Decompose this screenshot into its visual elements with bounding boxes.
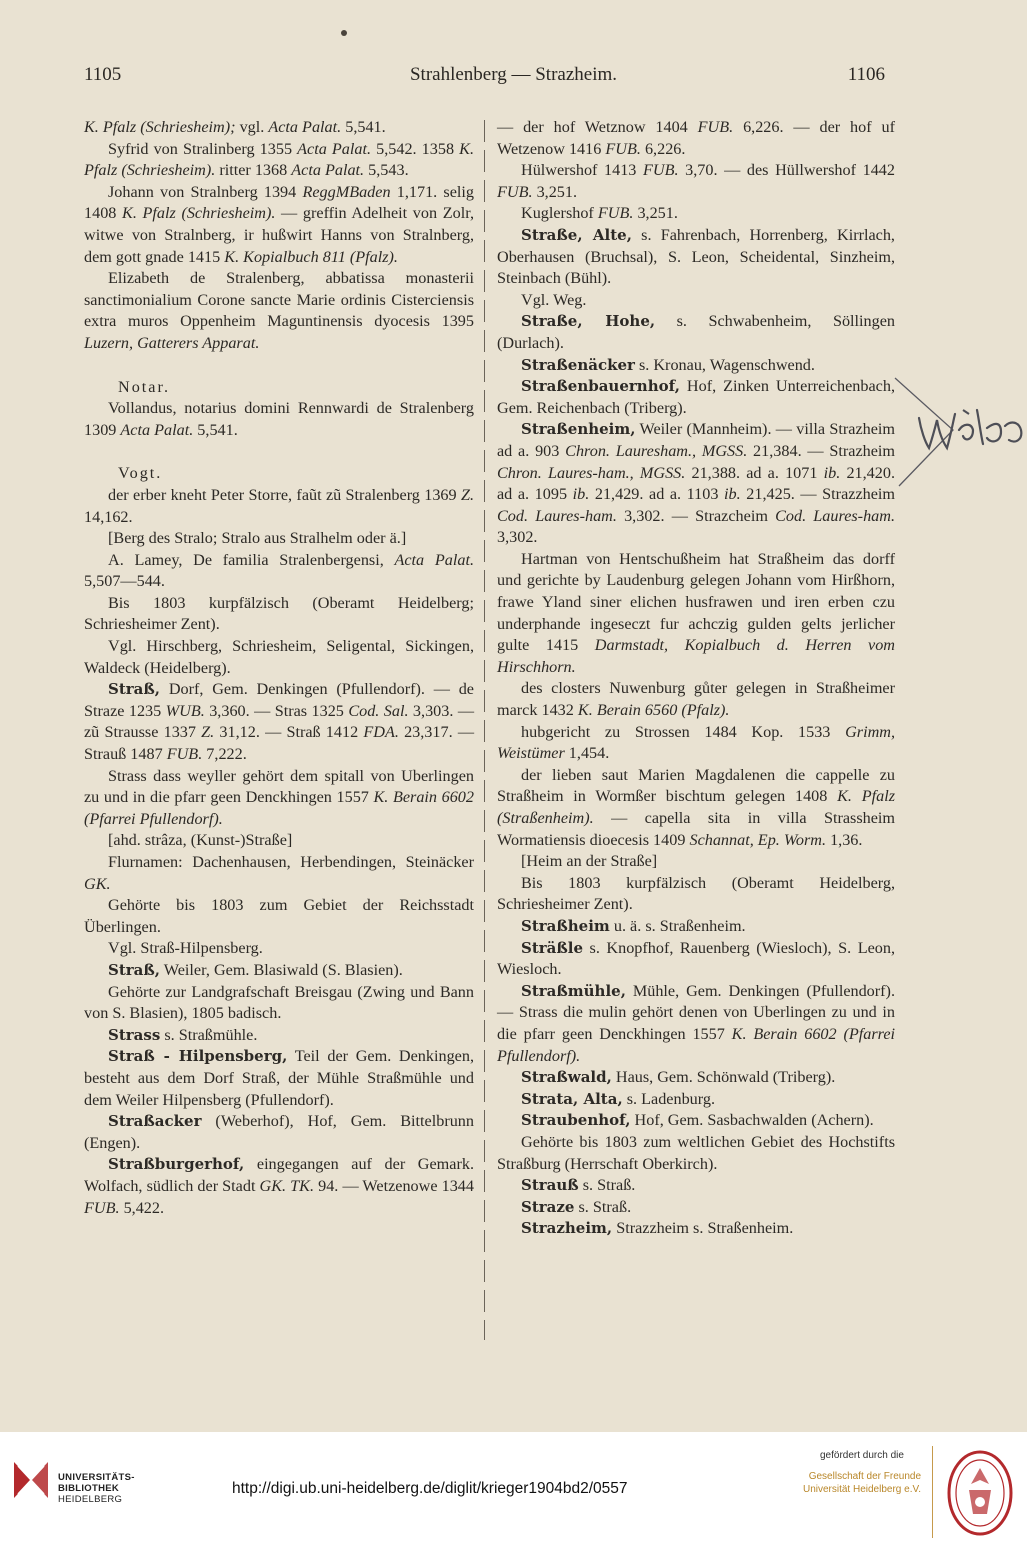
entry-text: 94. — Wetzenowe 1344 [314, 1176, 474, 1195]
entry-headword: Straubenhof, [521, 1111, 631, 1130]
entry-headword: Straß, [108, 960, 161, 979]
entry-text: vgl. [235, 118, 269, 136]
entry-text: 3,70. — des Hüllwershof 1442 [678, 161, 895, 180]
entry-text: Notar. [118, 377, 171, 396]
entry-text: 5,542. 1358 [371, 139, 460, 158]
entry-paragraph [497, 549, 895, 679]
source-citation: FUB. [605, 139, 641, 158]
entry-text: 3,251. [532, 182, 578, 201]
entry-paragraph [84, 1111, 474, 1154]
entry-text: Elizabeth de Stralenberg, abbatissa monasterii sanctimonialium Corone sancte Marie ordinis Cisterciensis extra muros Oppenheim Maguntinensis dyocesis 1395 [84, 269, 474, 331]
source-citation: Chron. Lauresham., MGSS. [565, 441, 748, 460]
entry-text: — greffin Adelheit von Zolr, witwe von Stralnberg, ir hußwirt Hanns von Stralnberg, dem gott gnade 1415 [84, 204, 474, 266]
entry-paragraph [84, 485, 474, 528]
source-citation: FUB. [643, 161, 679, 180]
entry-paragraph [497, 765, 895, 851]
entry-text: Hof, Zinken Unterreichenbach, Gem. Reichenbach (Triberg). [497, 377, 895, 417]
section-gap [84, 355, 474, 377]
library-name: UNIVERSITÄTS- BIBLIOTHEK HEIDELBERG [58, 1472, 135, 1505]
entry-paragraph [84, 550, 474, 593]
entry-text: 6,226. — der hof uf Wetzenow 1416 [497, 118, 895, 158]
entry-headword: Straße, Hohe, [521, 312, 656, 331]
source-citation: K. Berain 6602 (Pfarrei Pfullendorf). [84, 788, 474, 828]
entry-text: 5,422. [119, 1198, 165, 1217]
university-seal-icon [947, 1450, 1013, 1536]
source-citation: Luzern, Gatterers Apparat. [84, 333, 260, 352]
entry-paragraph [84, 593, 474, 636]
source-citation: Schannat, Ep. Worm. [689, 830, 827, 849]
entry-paragraph [84, 1154, 474, 1219]
entry-paragraph [497, 160, 895, 203]
entry-headword: Straß - Hilpensberg, [108, 1047, 288, 1066]
entry-paragraph [497, 1175, 895, 1197]
entry-paragraph [497, 203, 895, 225]
entry-text: 1,36. [826, 830, 863, 849]
source-citation: FUB. [597, 204, 634, 223]
section-label [84, 377, 474, 399]
entry-text: Hof, Gem. Sasbachwalden (Achern). [630, 1111, 874, 1130]
source-citation: ib. [823, 463, 841, 482]
entry-paragraph [497, 873, 895, 916]
entry-text: 21,429. ad a. 1103 [589, 485, 725, 504]
entry-text: 3,360. — Stras 1325 [204, 701, 349, 720]
entry-text: Vogt. [118, 464, 163, 483]
entry-text: [Heim an der Straße] [521, 852, 658, 871]
entry-paragraph [497, 1089, 895, 1111]
page-number-right: 1106 [847, 64, 885, 85]
entry-text: (Weberhof), Hof, Gem. Bittelbrunn (Engen). [84, 1112, 474, 1152]
entry-text: Teil der Gem. Denkingen, besteht aus dem Dorf Straß, der Mühle Straßmühle und dem Weiler Hilpensberg (Pfullendorf). [84, 1047, 475, 1109]
entry-paragraph [84, 268, 474, 354]
entry-text: Gehörte zur Landgrafschaft Breisgau (Zwing und Bann von S. Blasien), 1805 badisch. [84, 982, 474, 1023]
entry-text: 21,420. ad a. 1095 [497, 463, 895, 504]
entry-text: Weiler, Gem. Blasiwald (S. Blasien). [160, 960, 403, 979]
source-citation: Chron. Laures-ham., MGSS. [497, 463, 686, 482]
source-citation: Cod. Laures-ham. [497, 506, 617, 525]
source-citation: K. Pfalz (Schriesheim). [122, 204, 276, 223]
source-citation: GK. TK. [259, 1176, 315, 1195]
source-citation: FUB. [166, 745, 203, 764]
entry-paragraph [84, 938, 474, 960]
entry-headword: Straßenäcker [521, 355, 635, 374]
entry-text: Flurnamen: Dachenhausen, Herbendingen, Steinäcker [108, 853, 474, 871]
entry-text: eingegangen auf der Gemark. Wolfach, südlich der Stadt [84, 1155, 474, 1195]
digitization-footer [0, 1432, 1027, 1552]
entry-paragraph [84, 960, 474, 982]
source-citation: ib. [724, 485, 741, 504]
entry-text: [ahd. strâza, (Kunst-)Straße] [108, 831, 293, 850]
entry-text: Gehörte bis 1803 zum Gebiet der Reichsstadt Überlingen. [84, 896, 474, 936]
entry-text: Haus, Gem. Schönwald (Triberg). [611, 1068, 836, 1087]
sponsor-label: gefördert durch die [820, 1450, 904, 1461]
entry-text: Vgl. Weg. [521, 290, 587, 309]
entry-paragraph [84, 139, 474, 182]
entry-text: 21,388. ad a. 1071 [685, 463, 824, 482]
entry-paragraph [84, 117, 474, 139]
entry-text: Bis 1803 kurpfälzisch (Oberamt Heidelberg; Schriesheimer Zent). [84, 593, 474, 634]
entry-paragraph [497, 938, 895, 981]
entry-headword: Straßenbauernhof, [521, 377, 680, 396]
entry-headword: Straßwald, [521, 1068, 612, 1087]
entry-text: Dorf, Gem. Denkingen (Pfullendorf). — de Straze 1235 [84, 680, 474, 720]
entry-text: — der hof Wetznow 1404 [497, 118, 698, 136]
source-citation: Cod. Laures-ham. [775, 506, 895, 525]
entry-paragraph [84, 982, 474, 1025]
permalink-url[interactable]: http://digi.ub.uni-heidelberg.de/diglit/krieger1904bd2/0557 [232, 1480, 628, 1497]
entry-text: 3,302. — Strazcheim [616, 506, 776, 525]
source-citation: GK. [84, 874, 111, 893]
entry-text: Vollandus, notarius domini Rennwardi de Stralenberg 1309 [84, 399, 474, 439]
source-citation: K. Kopialbuch 811 (Pfalz). [224, 247, 398, 266]
entry-headword: Straß, [108, 680, 161, 699]
source-citation: K. Berain 6602 (Pfarrei Pfullendorf). [497, 1024, 895, 1065]
entry-paragraph [497, 1197, 895, 1219]
entry-headword: Straßacker [108, 1112, 202, 1131]
entry-text: ritter 1368 [215, 161, 292, 180]
source-citation: Cod. Sal. [348, 701, 409, 720]
entry-headword: Straze [521, 1197, 575, 1216]
entry-text: 5,541. [193, 420, 238, 439]
entry-paragraph [497, 678, 895, 721]
entry-text: u. ä. s. Straßenheim. [609, 916, 746, 935]
section-label [84, 463, 474, 485]
entry-text: 21,384. — Strazheim [747, 441, 895, 460]
entry-text: 3,303. — zũ Strausse 1337 [84, 701, 475, 742]
entry-text: 5,543. [364, 161, 409, 180]
entry-paragraph [497, 225, 895, 290]
entry-paragraph [84, 1046, 474, 1111]
source-citation: K. Pfalz (Schriesheim); [84, 118, 236, 136]
entry-paragraph [497, 1132, 895, 1175]
entry-paragraph [497, 722, 895, 765]
entry-headword: Strauß [521, 1176, 579, 1195]
page-number-left: 1105 [84, 64, 122, 85]
source-citation: K. Berain 6560 (Pfalz). [577, 701, 730, 720]
entry-paragraph [84, 830, 474, 852]
entry-paragraph [497, 355, 895, 377]
entry-text: 1,171. selig 1408 [84, 182, 474, 223]
source-citation: Acta Palat. [291, 161, 365, 180]
source-citation: FUB. [84, 1198, 120, 1217]
entry-paragraph [84, 182, 474, 268]
entry-text: 5,541. [341, 118, 386, 136]
column-divider [484, 120, 485, 1340]
entry-text: 3,251. [633, 204, 678, 223]
entry-text: 5,507—544. [84, 572, 165, 591]
entry-text: 14,162. [84, 507, 133, 526]
entry-text: 7,222. [202, 745, 247, 764]
entry-text: Hartman von Hentschußheim hat Straßheim das dorff und gerichte by Laudenburg gelegen Johann vom Hirßhorn, frawe Yland siner elichen husfrawen und iren erben czu underphande ingeseczt fur achczig gulden gelts jerlicher gulte 1415 [497, 549, 895, 655]
entry-paragraph [84, 679, 474, 765]
source-citation: Acta Palat. [394, 550, 474, 569]
entry-text: Strass dass weyller gehört dem spitall von Uberlingen zu und in die pfarr geen Denckhingen 1557 [84, 766, 474, 807]
entry-text: Weiler (Mannheim). — villa Strazheim ad a. 903 [497, 420, 895, 460]
entry-text: der lieben saut Marien Magdalenen die cappelle zu Straßheim in Wormßer bischtum gelegen 1408 [497, 765, 895, 806]
entry-text: s. Fahrenbach, Horrenberg, Kirrlach, Oberhausen (Bruchsal), S. Leon, Scheidental, Sinzheim, Steinbach (Bühl). [497, 225, 895, 288]
entry-headword: Straßburgerhof, [108, 1155, 245, 1174]
entry-paragraph [497, 311, 895, 354]
running-head [0, 64, 1027, 94]
source-citation: Acta Palat. [120, 420, 194, 439]
entry-paragraph [497, 290, 895, 312]
entry-paragraph [497, 419, 895, 549]
entry-headword: Strata, Alta, [521, 1089, 623, 1108]
entry-text: s. Schwabenheim, Söllingen (Durlach). [497, 312, 895, 352]
entry-text: — capella sita in villa Strassheim Wormatiensis dioecesis 1409 [497, 809, 895, 849]
entry-paragraph [497, 1218, 895, 1240]
source-citation: WUB. [165, 701, 205, 720]
source-citation: Grimm, Weistümer [497, 722, 895, 763]
entry-text: des closters Nuwenburg gůter gelegen in Straßheimer marck 1432 [497, 679, 895, 720]
entry-text: hubgericht zu Strossen 1484 Kop. 1533 [521, 722, 846, 741]
entry-headword: Strass [108, 1025, 161, 1044]
entry-text: Gehörte bis 1803 zum weltlichen Gebiet des Hochstifts Straßburg (Herrschaft Oberkirch). [497, 1132, 895, 1173]
source-citation: Z. [201, 723, 215, 742]
source-citation: FUB. [697, 118, 734, 136]
sponsor-divider [932, 1446, 933, 1538]
source-citation: Acta Palat. [268, 118, 342, 136]
entry-text: Syfrid von Stralinberg 1355 [108, 139, 298, 158]
entry-text: der erber kneht Peter Storre, faũt zũ Stralenberg 1369 [108, 485, 461, 504]
sponsor-name: Gesellschaft der Freunde Universität Heidelberg e.V. [802, 1471, 921, 1495]
entry-headword: Strazheim, [521, 1219, 613, 1238]
source-citation: FDA. [363, 723, 399, 742]
entry-paragraph [84, 528, 474, 550]
entry-text: 3,302. [497, 528, 538, 547]
entry-text: s. Kronau, Wagenschwend. [634, 355, 815, 374]
source-citation: FUB. [497, 182, 533, 201]
entry-text: s. Straß. [574, 1197, 632, 1216]
right-column [497, 117, 895, 1240]
section-gap [84, 441, 474, 463]
entry-text: 31,12. — Straß 1412 [214, 723, 364, 742]
source-citation: Z. [460, 485, 474, 504]
entry-paragraph [497, 1110, 895, 1132]
entry-headword: Straßheim [521, 916, 610, 935]
entry-text: 23,317. — Strauß 1487 [84, 723, 475, 764]
source-citation: Darmstadt, Kopialbuch d. Herren vom Hirschhorn. [497, 636, 895, 676]
entry-paragraph [84, 636, 474, 679]
entry-paragraph [497, 916, 895, 938]
entry-paragraph [497, 981, 895, 1067]
entry-headword: Straße, Alte, [521, 225, 632, 244]
entry-text: Hülwershof 1413 [521, 161, 644, 180]
entry-text: s. Straß. [578, 1176, 636, 1195]
entry-text: Bis 1803 kurpfälzisch (Oberamt Heidelberg, Schriesheimer Zent). [497, 873, 895, 914]
entry-text: Vgl. Hirschberg, Schriesheim, Seligental, Sickingen, Waldeck (Heidelberg). [84, 637, 474, 677]
entry-text: 1,454. [564, 744, 610, 763]
page-title: Strahlenberg — Strazheim. [409, 64, 617, 85]
entry-paragraph [497, 117, 895, 160]
entry-headword: Straßmühle, [521, 981, 626, 1000]
left-column [84, 117, 474, 1219]
source-citation: K. Pfalz (Schriesheim). [84, 139, 474, 180]
source-citation: ReggMBaden [302, 182, 391, 201]
source-citation: K. Pfalz (Straßenheim). [497, 787, 895, 827]
source-citation: ib. [572, 485, 590, 504]
entry-text: Mühle, Gem. Denkingen (Pfullendorf). — Strass die mulin gehört denen von Uberlingen zu und in die pfarr geen Denckhingen 1557 [497, 981, 895, 1043]
ink-speck [341, 30, 347, 36]
entry-text: 6,226. [640, 139, 686, 158]
entry-paragraph [497, 851, 895, 873]
entry-text: Vgl. Straß-Hilpensberg. [108, 939, 263, 958]
entry-headword: Straßenheim, [521, 420, 636, 439]
handwritten-margin-note [885, 370, 1027, 490]
entry-text: [Berg des Stralo; Stralo aus Stralhelm oder ä.] [108, 529, 407, 548]
entry-paragraph [84, 895, 474, 938]
entry-paragraph [497, 1067, 895, 1089]
entry-paragraph [84, 852, 474, 895]
entry-text: s. Knopfhof, Rauenberg (Wiesloch), S. Leon, Wiesloch. [497, 938, 895, 979]
entry-headword: Sträßle [521, 938, 584, 957]
entry-paragraph [84, 1025, 474, 1047]
entry-text: Kuglershof [521, 204, 598, 223]
entry-text: s. Ladenburg. [622, 1089, 715, 1108]
entry-text: 21,425. — Strazzheim [740, 485, 895, 504]
entry-paragraph [84, 766, 474, 831]
entry-text: Johann von Stralnberg 1394 [108, 182, 303, 201]
source-citation: Acta Palat. [297, 139, 372, 158]
entry-paragraph [497, 376, 895, 419]
entry-text: s. Straßmühle. [160, 1025, 258, 1044]
entry-text: A. Lamey, De familia Stralenbergensi, [108, 550, 395, 569]
entry-paragraph [84, 398, 474, 441]
university-library-logo-icon [12, 1460, 50, 1504]
entry-text: Strazzheim s. Straßenheim. [612, 1219, 794, 1238]
